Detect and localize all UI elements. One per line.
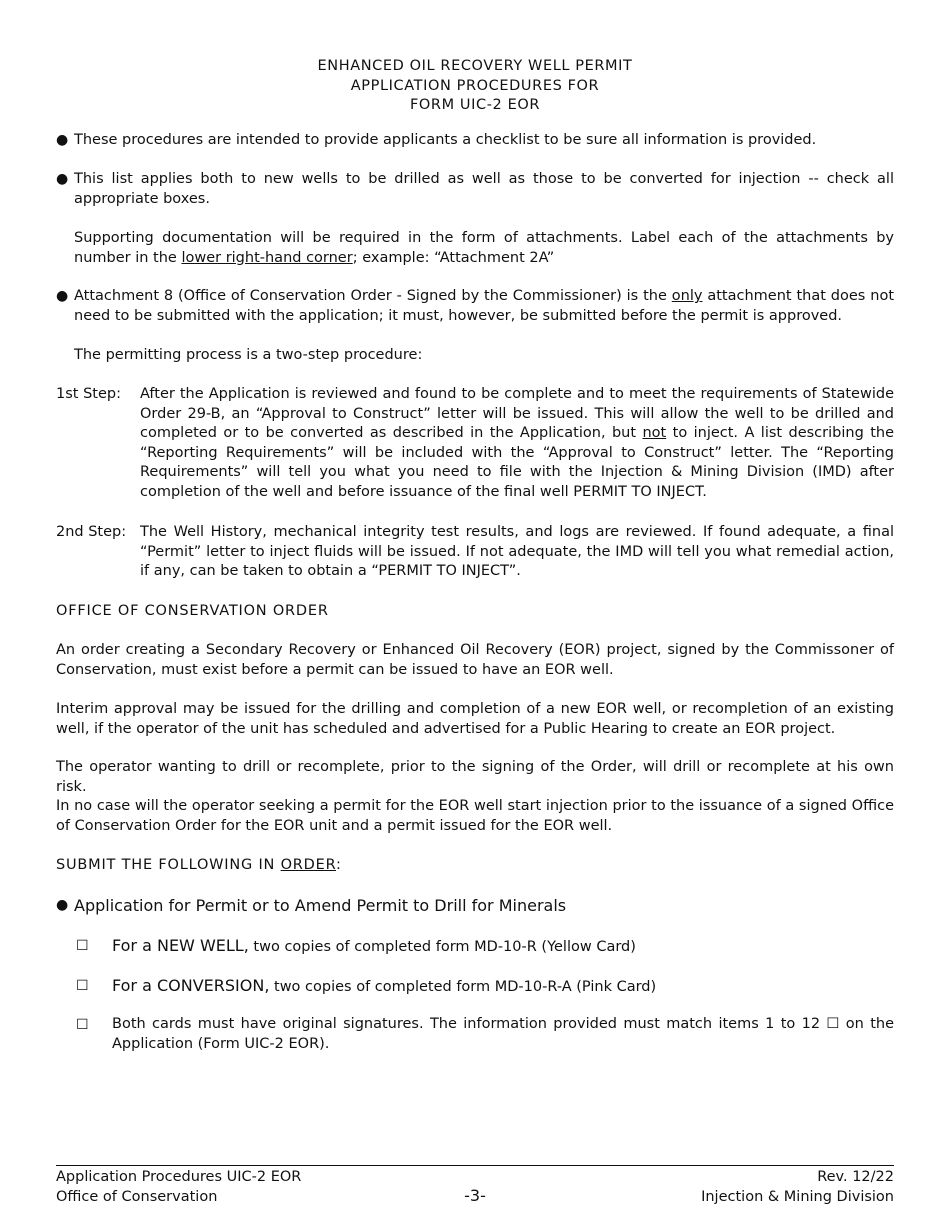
bullet-dot-icon: ● bbox=[56, 897, 69, 913]
step-2-text: The Well History, mechanical integrity test results, and logs are reviewed. If found adequate, a final “Permit” letter to inject fluids will be issued. If not adequate, the IMD will tell you what remedial action, if any, can be taken to obtain a “PERMIT TO INJECT”. bbox=[140, 524, 894, 579]
bullet-item-attachment-8 bbox=[56, 287, 894, 326]
bullet-text: Application for Permit or to Amend Permit to Drill for Minerals bbox=[74, 896, 567, 915]
bullet-text: These procedures are intended to provide applicants a checklist to be sure all information is provided. bbox=[74, 132, 817, 148]
order-paragraph-1: An order creating a Secondary Recovery or Enhanced Oil Recovery (EOR) project, signed by the Commissoner of Conservation, must exist before a permit can be issued to have an EOR well. bbox=[56, 642, 894, 678]
note-text-post: ; example: “Attachment 2A” bbox=[352, 249, 555, 266]
note-text: The permitting process is a two-step procedure: bbox=[74, 347, 423, 363]
step-1-text-a: After the Application is reviewed and found to be complete and to meet the requirements of Statewide Order 29-B, an “Approval to Construct” letter will be issued. This will allow the well to be drilled and completed or to be converted as described in the Application, but bbox=[140, 386, 894, 441]
bullet-item-application bbox=[56, 895, 894, 916]
checkbox-icon[interactable]: ☐ bbox=[76, 938, 89, 954]
step-1-label: 1st Step: bbox=[56, 386, 121, 402]
bullet-text: This list applies both to new wells to be drilled as well as those to be converted for injection -- check all appropriate boxes. bbox=[74, 171, 894, 207]
item-text: two copies of completed form MD-10-R-A (Pink Card) bbox=[269, 979, 657, 995]
step-1-text-underlined: not bbox=[642, 425, 667, 441]
order-paragraph-4: In no case will the operator seeking a permit for the EOR well start injection prior to the issuance of a signed Office of Conservation Order for the EOR unit and a permit issued for the EOR well. bbox=[56, 798, 894, 834]
submit-heading-post: : bbox=[336, 857, 342, 873]
bullet-item-checklist bbox=[56, 131, 894, 151]
footer-divider bbox=[56, 1165, 894, 1166]
order-paragraph-2: Interim approval may be issued for the drilling and completion of a new EOR well, or recompletion of an existing well, if the operator of the unit has scheduled and advertised for a Public Hearing to create an EOR project. bbox=[56, 701, 894, 737]
page-number: -3- bbox=[464, 1186, 486, 1205]
title-line-1: ENHANCED OIL RECOVERY WELL PERMIT bbox=[317, 58, 633, 74]
document-page bbox=[56, 0, 894, 1230]
title-line-3: FORM UIC-2 EOR bbox=[409, 97, 541, 113]
step-1-text-b: to inject. A list describing the “Reporting Requirements” will be included with the “Approval to Construct” letter. The “Reporting Requirements” will tell you what you need to file with the Injection & Mining Division (IMD) after completion of the well and before issuance of the final well PERMIT TO INJECT. bbox=[140, 425, 894, 500]
item-text: two copies of completed form MD-10-R (Yellow Card) bbox=[248, 939, 636, 955]
bullet-text-pre: Attachment 8 (Office of Conservation Order - Signed by the Commissioner) is the bbox=[74, 288, 672, 304]
submit-heading-pre: SUBMIT THE FOLLOWING IN bbox=[56, 857, 281, 873]
checkbox-icon[interactable]: ☐ bbox=[76, 978, 89, 994]
bullet-text-underlined: only bbox=[671, 288, 703, 304]
step-1 bbox=[56, 385, 894, 502]
order-paragraph-3: The operator wanting to drill or recomplete, prior to the signing of the Order, will drill or recomplete at his own risk. bbox=[56, 759, 894, 795]
permitting-process-note bbox=[56, 346, 894, 366]
checklist-item-new-well bbox=[56, 936, 894, 958]
checkbox-icon[interactable]: ☐ bbox=[76, 1017, 89, 1033]
section-heading-submit bbox=[56, 856, 894, 876]
section-heading-order: OFFICE OF CONSERVATION ORDER bbox=[56, 603, 329, 619]
footer-division: Injection & Mining Division bbox=[701, 1189, 894, 1205]
footer-office: Office of Conservation bbox=[56, 1189, 218, 1205]
item-text-a: Both cards must have original signatures. The information provided must match items 1 to 12 bbox=[112, 1016, 827, 1032]
inline-checkbox-icon: ☐ bbox=[826, 1016, 840, 1032]
footer-right bbox=[701, 1167, 894, 1207]
supporting-docs-note bbox=[56, 229, 894, 268]
bullet-text-post: attachment that does not need to be submitted with the application; it must, however, be submitted before the permit is approved. bbox=[74, 288, 894, 324]
bullet-dot-icon: ● bbox=[56, 171, 69, 187]
document-title bbox=[56, 57, 894, 116]
bullet-dot-icon: ● bbox=[56, 132, 69, 148]
title-line-2: APPLICATION PROCEDURES FOR bbox=[350, 77, 600, 94]
footer-form-name: Application Procedures UIC-2 EOR bbox=[56, 1169, 302, 1185]
note-text-underlined: lower right-hand corner bbox=[181, 249, 353, 266]
step-2-label: 2nd Step: bbox=[56, 524, 127, 540]
item-text-b: on the Application (Form UIC-2 EOR). bbox=[112, 1016, 894, 1052]
step-2 bbox=[56, 523, 894, 582]
checklist-item-signatures bbox=[56, 1015, 894, 1054]
checklist-item-conversion bbox=[56, 976, 894, 998]
bullet-dot-icon: ● bbox=[56, 288, 69, 304]
submit-heading-underlined: ORDER bbox=[280, 857, 337, 873]
footer-revision: Rev. 12/22 bbox=[817, 1169, 894, 1185]
note-text-pre: Supporting documentation will be required in the form of attachments. Label each of the attachments by number in the bbox=[74, 230, 894, 266]
item-emphasis: For a NEW WELL, bbox=[112, 936, 249, 955]
item-emphasis: For a CONVERSION, bbox=[112, 976, 270, 995]
bullet-item-applies bbox=[56, 170, 894, 209]
